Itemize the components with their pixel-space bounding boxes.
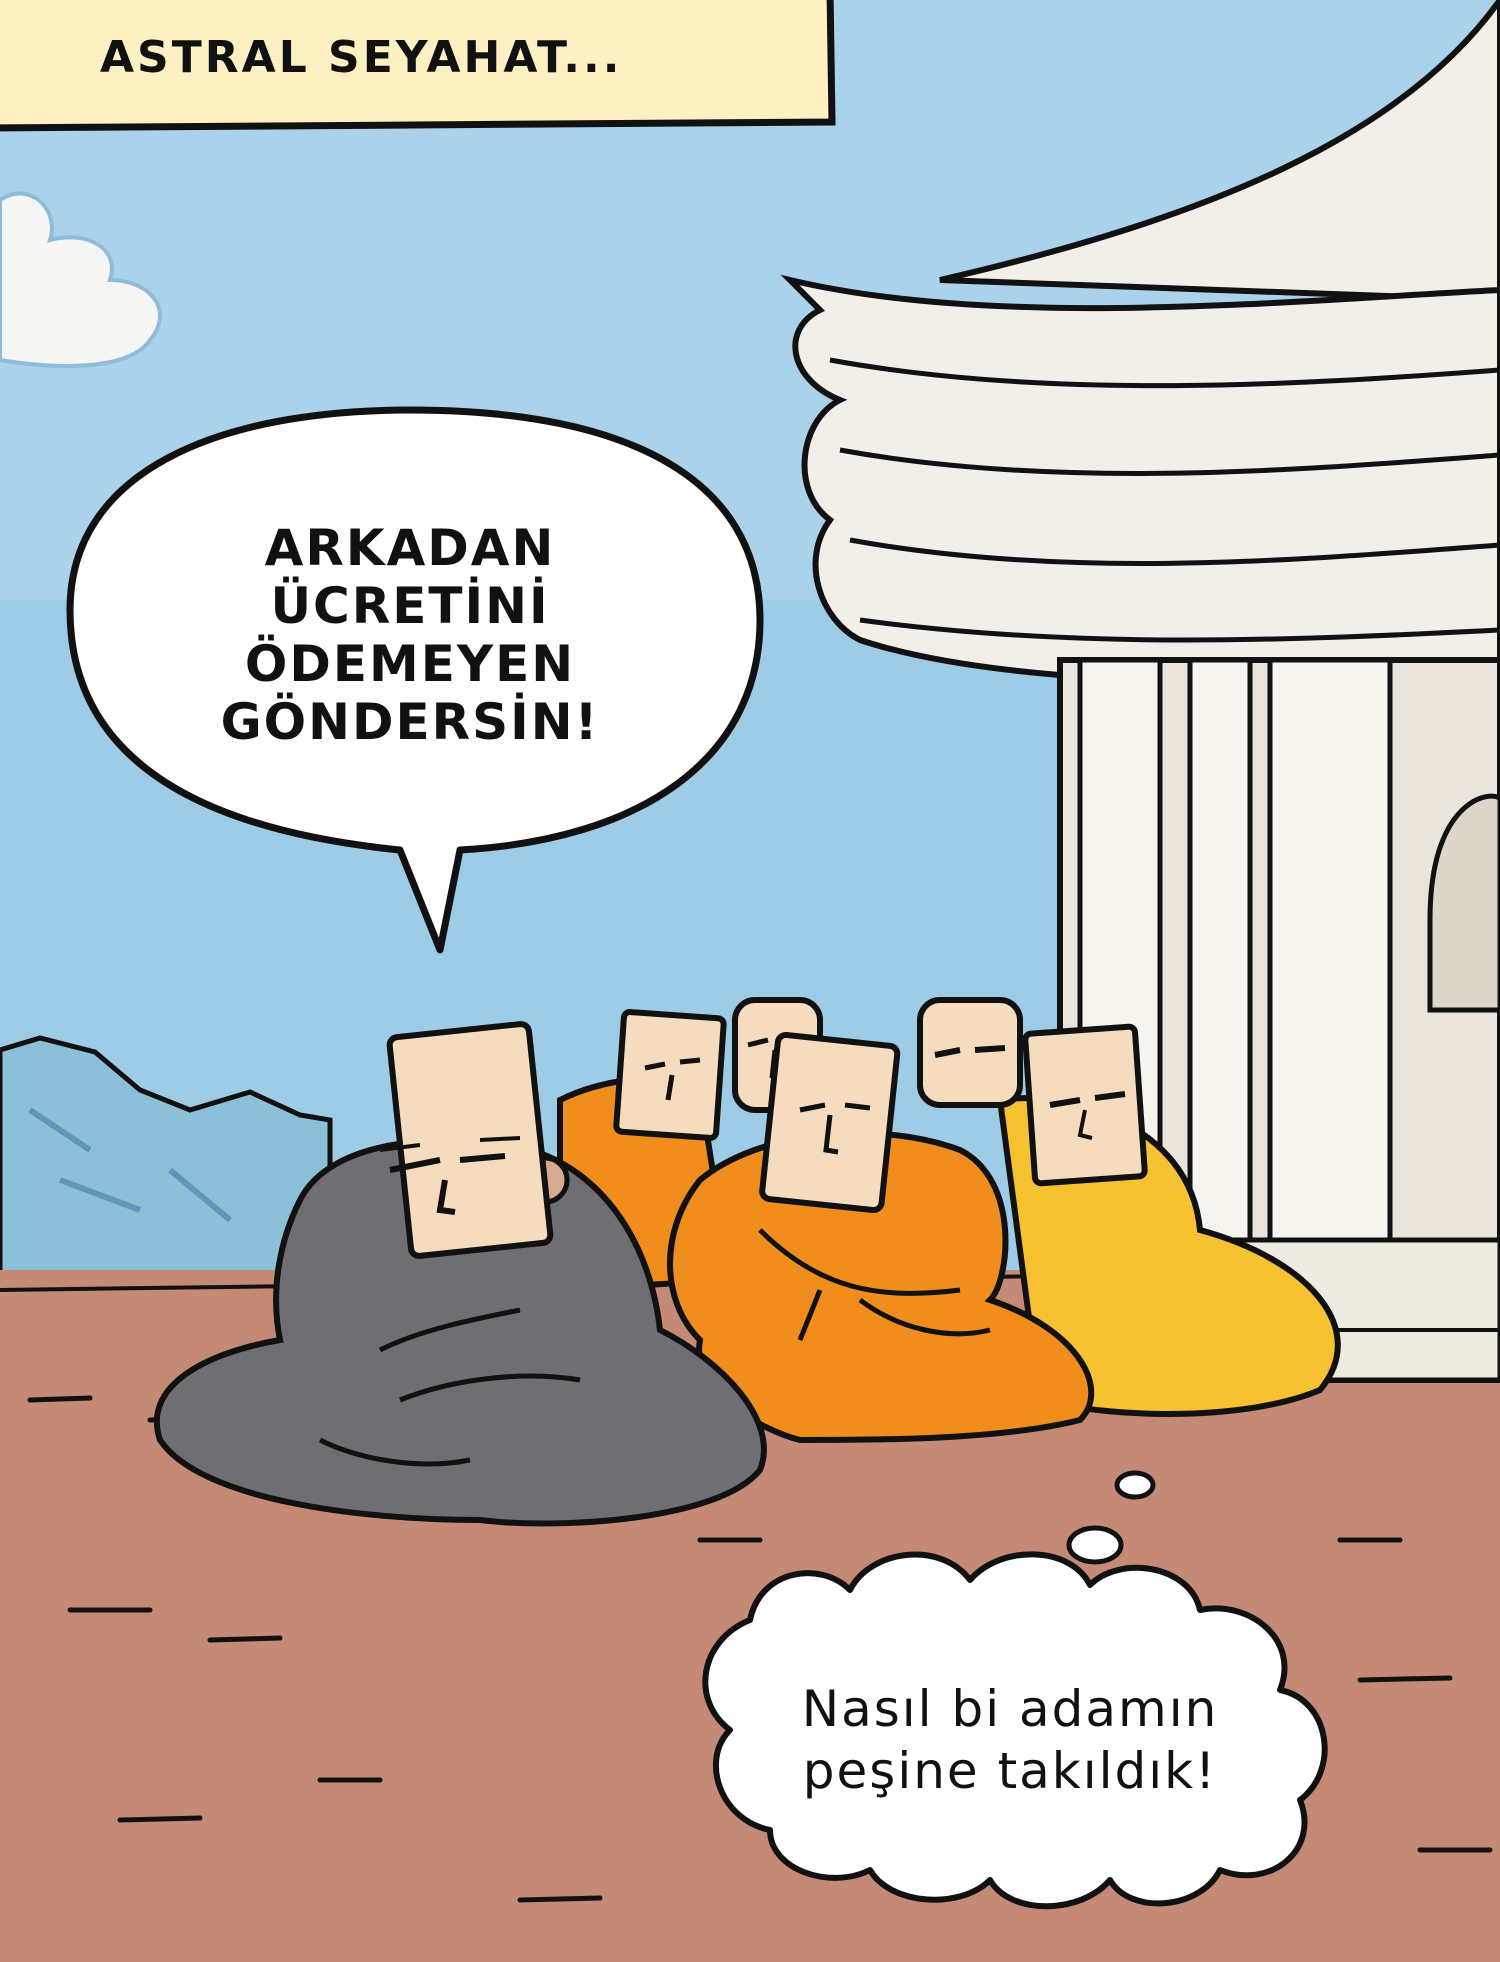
caption-text: ASTRAL SEYAHAT... bbox=[100, 31, 623, 83]
monk-back-3 bbox=[920, 1000, 1020, 1105]
thought-bubble-text: Nasıl bi adamın peşine takıldık! bbox=[801, 1680, 1219, 1800]
speech-bubble-text: ARKADAN ÜCRETİNİ ÖDEMEYEN GÖNDERSİN! bbox=[220, 519, 600, 751]
